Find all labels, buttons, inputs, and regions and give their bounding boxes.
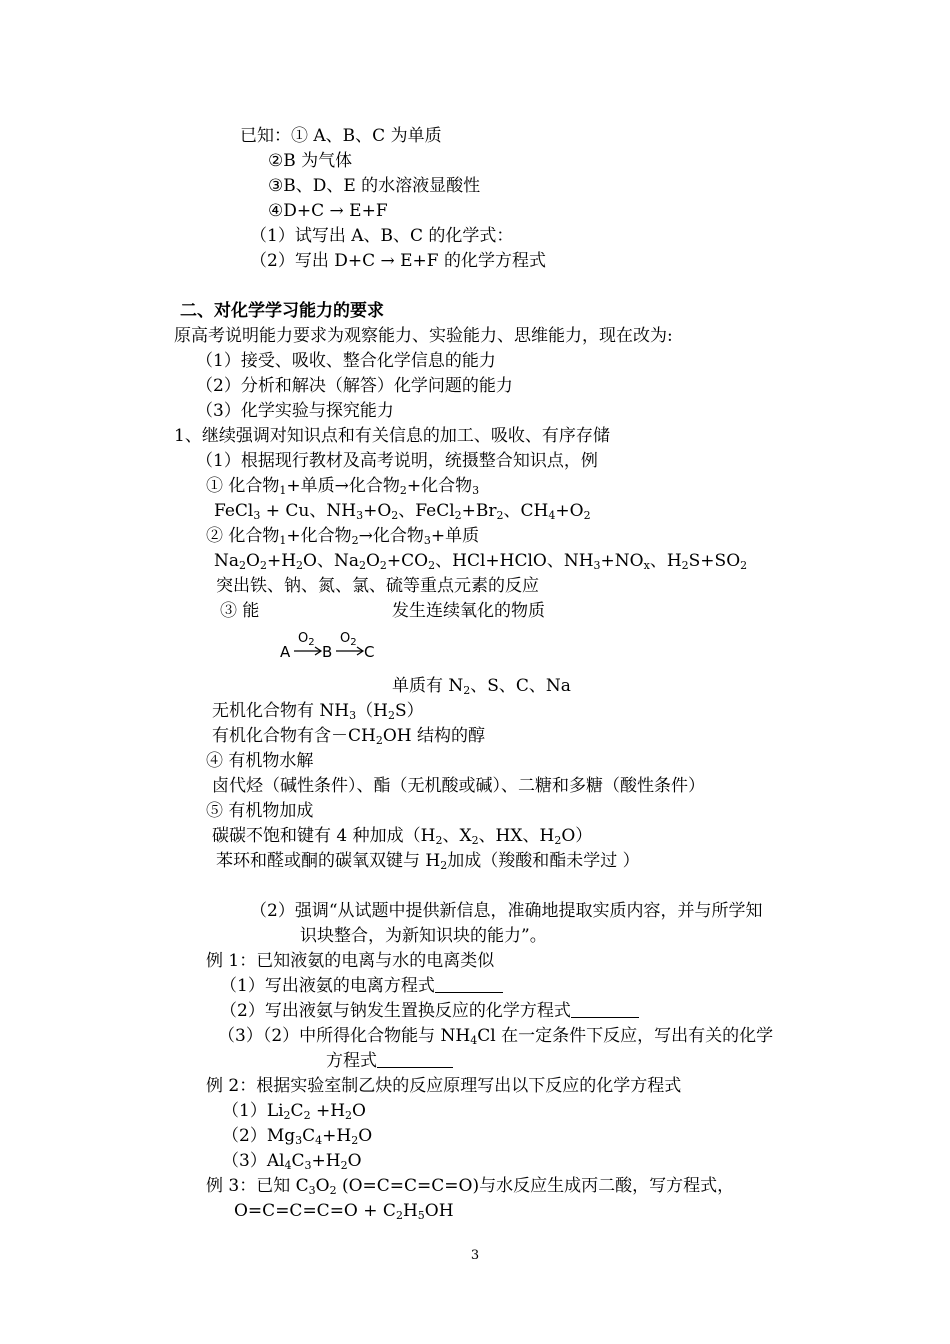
known-condition-3: ③B、D、E 的水溶液显酸性 <box>268 176 481 196</box>
point-1-sub-2-line-2: 识块整合，为新知识块的能力”。 <box>300 926 547 946</box>
question-1: （1）试写出 A、B、C 的化学式： <box>250 226 514 246</box>
scheme-o2-second: $O_2$ <box>340 631 357 648</box>
addition-1: 碳碳不饱和键有 4 种加成（$H_2$、$X_2$、HX、$H_2O$） <box>212 826 593 847</box>
category-1: ① 化合物$_1$+单质→化合物$_2$+化合物$_3$ <box>206 476 480 497</box>
category-4: ④ 有机物水解 <box>206 751 314 771</box>
category-3-desc: 发生连续氧化的物质 <box>392 601 545 621</box>
known-condition-2: ②B 为气体 <box>268 151 353 171</box>
reactions-2: $Na_2O_2+H_2O$、$Na_2O_2+CO_2$、HCl+HClO、$NH_3+NO_x$、$H_2S+SO_2$ <box>214 551 748 572</box>
category-5: ⑤ 有机物加成 <box>206 801 314 821</box>
example-1-question-3: （3）（2）中所得化合物能与 $NH_4Cl$ 在一定条件下反应，写出有关的化学 <box>218 1026 774 1047</box>
point-1-title: 1、继续强调对知识点和有关信息的加工、吸收、有序存储 <box>174 426 610 446</box>
reactions-1: FeCl$_3$ + Cu、$NH_3+O_2$、$FeCl_2+Br_2$、$CH_4+O_2$ <box>214 501 591 522</box>
answer-blank[interactable] <box>435 976 503 993</box>
elements-list: 单质有 $N_2$、S、C、Na <box>392 676 571 697</box>
category-2: ② 化合物$_1$+化合物$_2$→化合物$_3$+单质 <box>206 526 480 547</box>
section-intro: 原高考说明能力要求为观察能力、实验能力、思维能力，现在改为: <box>174 326 673 346</box>
scheme-B: B <box>322 643 333 661</box>
scheme-o2-first: $O_2$ <box>298 631 315 648</box>
hydrolysis-list: 卤代烃（碱性条件）、酯（无机酸或碱）、二糖和多糖（酸性条件） <box>212 776 705 796</box>
oxidation-scheme <box>278 622 388 666</box>
example-3-equation: $O=C=C=C=O + C_2H_5OH$ <box>234 1201 454 1222</box>
example-2-item-3: $(3)Al_4C_3+H_2O$ <box>222 1151 362 1172</box>
highlight-elements: 突出铁、钠、氮、氯、硫等重点元素的反应 <box>216 576 539 596</box>
example-1-question-3-cont: 方程式 <box>326 1050 453 1072</box>
example-1-question-2: （2）写出液氨与钠发生置换反应的化学方程式 <box>220 1000 639 1022</box>
answer-blank[interactable] <box>377 1051 453 1068</box>
example-1-title: 例 1：已知液氨的电离与水的电离类似 <box>206 951 495 971</box>
ability-1: （1）接受、吸收、整合化学信息的能力 <box>196 351 496 371</box>
scheme-A: A <box>280 643 291 661</box>
known-condition-4: ④D+C → E+F <box>268 201 388 221</box>
section-heading: 二、对化学学习能力的要求 <box>180 301 384 321</box>
page-number: 3 <box>470 1248 480 1263</box>
example-2-item-2: $(2)Mg_3C_4+H_2O$ <box>222 1126 373 1147</box>
point-1-sub-2-line-1: （2）强调“从试题中提供新信息，准确地提取实质内容，并与所学知 <box>250 901 763 921</box>
example-1-question-1: （1）写出液氨的电离方程式 <box>220 975 503 997</box>
answer-blank[interactable] <box>571 1001 639 1018</box>
scheme-C: C <box>364 643 375 661</box>
point-1-sub-1: （1）根据现行教材及高考说明，统摄整合知识点，例 <box>196 451 598 471</box>
organic-compounds: 有机化合物有含$-CH_2OH$ 结构的醇 <box>212 726 486 747</box>
ability-2: （2）分析和解决（解答）化学问题的能力 <box>196 376 513 396</box>
inorganic-compounds: 无机化合物有 $NH_3(H_2S)$ <box>212 701 424 722</box>
question-2: （2）写出 D+C → E+F 的化学方程式 <box>250 251 547 271</box>
example-3-title: 例 3：已知 $C_3O_2$ (O=C=C=C=O)与水反应生成丙二酸，写方程式， <box>206 1176 735 1197</box>
category-3-label: ③ 能 <box>220 601 260 621</box>
ability-3: （3）化学实验与探究能力 <box>196 401 394 421</box>
example-2-title: 例 2：根据实验室制乙炔的反应原理写出以下反应的化学方程式 <box>206 1076 682 1096</box>
known-condition-1: 已知：① A、B、C 为单质 <box>240 126 442 146</box>
example-2-item-1: $(1)Li_2C_2 +H_2O$ <box>222 1101 366 1122</box>
addition-2: 苯环和醛或酮的碳氧双键与 $H_2$加成（羧酸和酯未学过 ） <box>216 851 640 872</box>
